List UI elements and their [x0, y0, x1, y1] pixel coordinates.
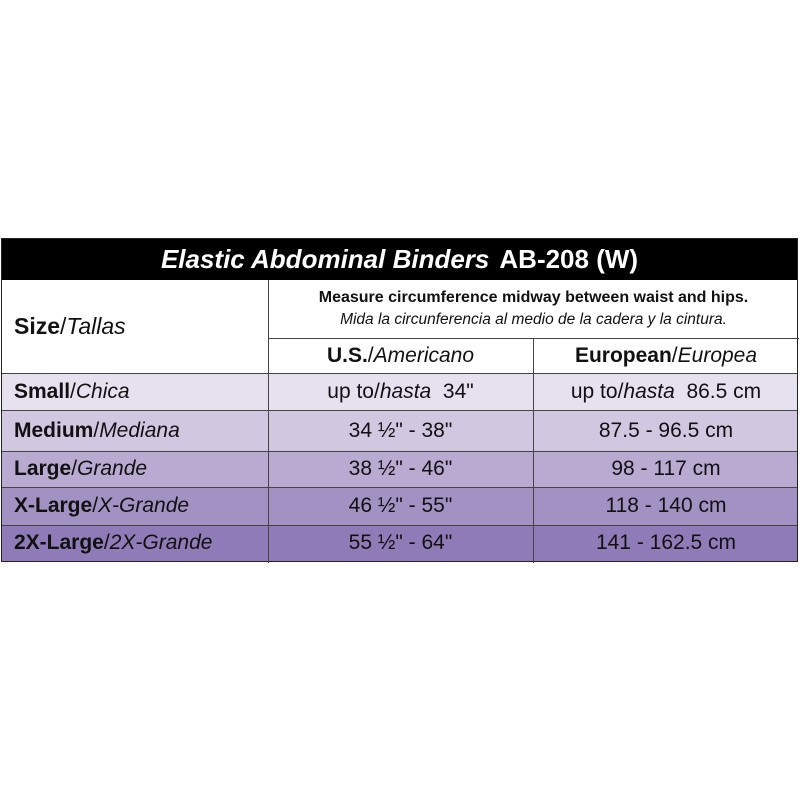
size-es: Grande	[77, 457, 148, 480]
row-eu-value: 118 - 140 cm	[605, 494, 727, 517]
row-eu-value: 87.5 - 96.5 cm	[598, 418, 734, 442]
row-eu-value	[533, 373, 799, 410]
eu-header-en: European	[574, 343, 672, 367]
size-sep: /	[71, 457, 78, 480]
title-product-code: AB-208 (W)	[499, 244, 639, 274]
size-en: X-Large	[14, 494, 93, 517]
size-en: Large	[14, 457, 72, 480]
eu-header-sep: /	[671, 343, 678, 367]
eu-column-header	[533, 338, 799, 373]
size-sep: /	[103, 531, 110, 554]
measure-instruction-en: Measure circumference midway between waist and hips.	[318, 289, 749, 306]
row-size-label	[2, 410, 268, 451]
size-es: X-Grande	[98, 494, 190, 517]
eu-prefix-en: up to	[570, 379, 618, 403]
table-title	[2, 239, 797, 280]
divider	[2, 373, 797, 374]
size-en: Medium	[14, 418, 94, 442]
row-size-label	[2, 451, 268, 487]
divider	[2, 410, 797, 411]
us-prefix-sep: /	[374, 379, 380, 403]
size-column-header	[2, 280, 268, 373]
us-header-es: Americano	[373, 343, 475, 367]
size-sep: /	[70, 379, 76, 403]
size-en: 2X-Large	[14, 531, 104, 554]
size-row-large	[2, 451, 797, 487]
size-row-small	[2, 373, 797, 410]
us-value: 34"	[442, 379, 474, 403]
size-row-medium	[2, 410, 797, 451]
size-es: 2X-Grande	[109, 531, 213, 554]
size-row-2x-large	[2, 525, 797, 561]
row-size-label	[2, 525, 268, 561]
size-es: Mediana	[99, 418, 180, 442]
size-header-es: Tallas	[66, 313, 126, 339]
row-eu-value: 141 - 162.5 cm	[595, 531, 737, 554]
row-eu-value: 98 - 117 cm	[611, 457, 721, 480]
us-header-en: U.S.	[326, 343, 368, 367]
measure-instructions	[268, 280, 799, 338]
row-us-value: 55 ½" - 64"	[348, 531, 453, 554]
eu-value: 86.5 cm	[686, 379, 762, 403]
size-chart-table	[1, 238, 798, 562]
row-us-value: 38 ½" - 46"	[348, 457, 453, 480]
title-product-name: Elastic Abdominal Binders	[160, 244, 490, 274]
us-column-header	[268, 338, 533, 373]
row-size-label	[2, 487, 268, 525]
eu-prefix-es: hasta	[623, 379, 675, 403]
us-prefix-en: up to	[327, 379, 374, 403]
size-es: Chica	[75, 379, 130, 403]
row-us-value	[268, 373, 533, 410]
size-header-sep: /	[60, 313, 67, 339]
divider	[268, 280, 269, 563]
size-sep: /	[93, 418, 100, 442]
size-en: Small	[14, 379, 71, 403]
divider	[2, 451, 797, 452]
divider	[533, 338, 534, 563]
row-us-value: 34 ½" - 38"	[348, 418, 453, 442]
eu-prefix-sep: /	[617, 379, 624, 403]
eu-header-es: Europea	[677, 343, 758, 367]
size-row-x-large	[2, 487, 797, 525]
us-header-sep: /	[367, 343, 374, 367]
size-header-en: Size	[14, 313, 61, 339]
size-sep: /	[92, 494, 99, 517]
us-prefix-es: hasta	[379, 379, 432, 403]
measure-instruction-es: Mida la circunferencia al medio de la cadera y la cintura.	[340, 311, 727, 328]
divider	[2, 487, 797, 488]
divider	[2, 525, 797, 526]
row-us-value: 46 ½" - 55"	[348, 494, 453, 517]
row-size-label	[2, 373, 268, 410]
